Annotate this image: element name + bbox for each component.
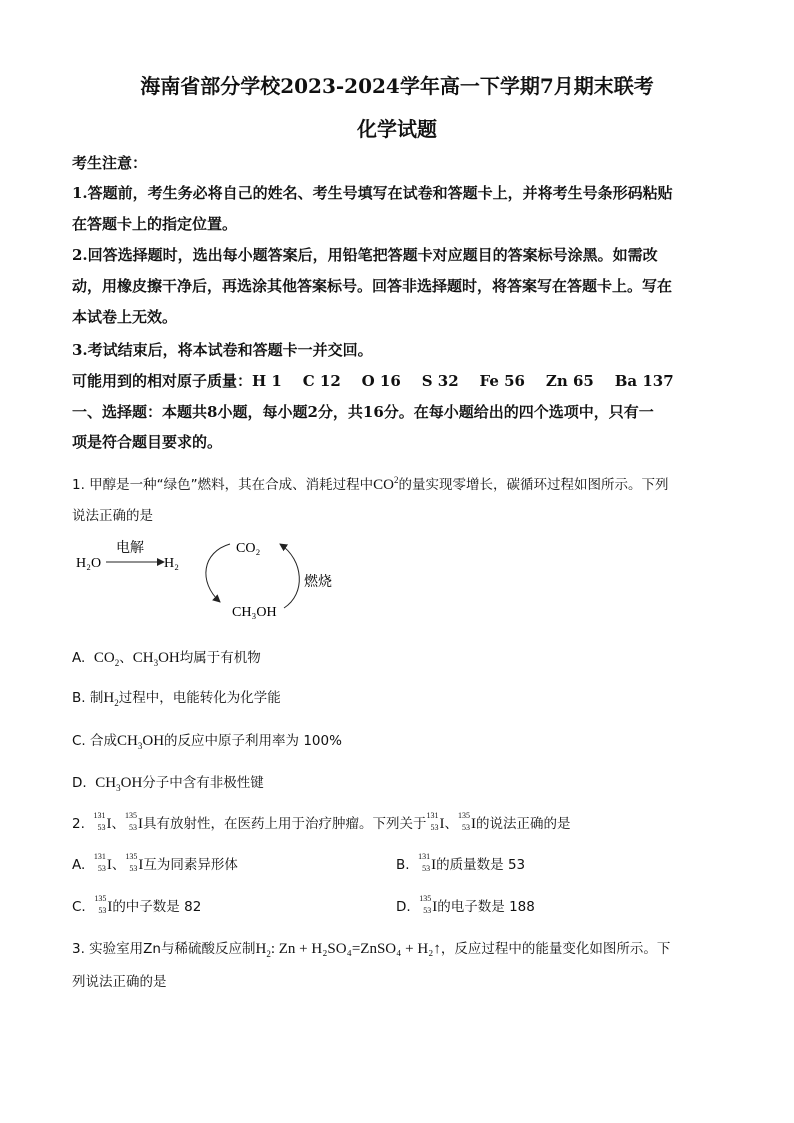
combustion-label: 燃烧 xyxy=(304,575,332,590)
co2-label: CO₂ xyxy=(236,541,261,556)
q1-stem-line1 xyxy=(72,473,669,494)
q2-option-b[interactable]: B. 131 53 I的质量数是 53 xyxy=(396,852,526,873)
section1-heading-line1: 一、选择题：本题共8小题，每小题2分，共16分。在每小题给出的四个选项中，只有一 xyxy=(72,403,654,421)
q2-option-c[interactable]: C. 135 53 I的中子数是 82 xyxy=(72,894,202,915)
q3-equation: : Zn + H₂SO₄=ZnSO₄ + H₂↑ xyxy=(270,941,441,957)
notice-item1-line2: 在答题卡上的指定位置。 xyxy=(72,215,238,233)
notice-item2-line2: 动，用橡皮擦干净后，再选涂其他答案标号。回答非选择题时，将答案写在答题卡上。写在 xyxy=(72,277,673,295)
exam-subtitle: 化学试题 xyxy=(357,117,437,141)
h2o-label: H₂O xyxy=(76,556,102,571)
q3-stem-line2: 列说法正确的是 xyxy=(72,974,167,990)
ch3oh-to-co2-arrow xyxy=(280,544,299,608)
q3-stem-line1: 3. 实验室用Zn与稀硫酸反应制$H_2$: Zn + H₂SO₄=ZnSO₄ + H₂↑，反应过程中的能量变化如图所示。下 xyxy=(72,941,671,959)
h2-label: H₂ xyxy=(164,556,179,571)
notice-heading: 考生注意： xyxy=(72,154,148,172)
notice-item2-line1: 2.回答选择题时，选出每小题答案后，用铅笔把答题卡对应题目的答案标号涂黑。如需改 xyxy=(72,246,658,264)
iodine-131-symbol: 131 53 xyxy=(93,811,106,832)
section1-heading-line2: 项是符合题目要求的。 xyxy=(72,433,223,451)
q3-h2: $H_2$ xyxy=(255,941,271,959)
q2-option-d[interactable]: D. 135 53 I的电子数是 188 xyxy=(396,894,535,915)
exam-title: 海南省部分学校2023-2024学年高一下学期7月期末联考 xyxy=(140,74,654,98)
notice-item2-line3: 本试卷上无效。 xyxy=(72,308,178,326)
iodine-135-symbol: 135 53 xyxy=(124,811,137,832)
q1-option-b[interactable]: B. 制$H_2$过程中，电能转化为化学能 xyxy=(72,690,281,708)
notice-item1-line1: 1.答题前，考生务必将自己的姓名、考生号填写在试卷和答题卡上，并将考生号条形码粘贴 xyxy=(72,184,673,202)
q1-option-a[interactable]: A. $CO_2$、$CH_3OH$均属于有机物 xyxy=(72,650,261,668)
q1-stem-part-a: 1. 甲醇是一种“绿色”燃料，其在合成、消耗过程中 xyxy=(72,477,374,493)
q1-stem-line2: 说法正确的是 xyxy=(72,508,153,524)
q1-stem-part-b: 的量实现零增长，碳循环过程如图所示。下列 xyxy=(398,477,669,493)
co2-to-ch3oh-arrow xyxy=(206,544,230,602)
ch3oh-label: CH₃OH xyxy=(232,605,277,620)
q1-option-c[interactable]: C. 合成$CH_3OH$的反应中原子利用率为 100% xyxy=(72,733,342,751)
q1-option-d[interactable]: D. $CH_3OH$分子中含有非极性键 xyxy=(72,775,264,793)
notice-item3: 3.考试结束后，将本试卷和答题卡一并交回。 xyxy=(72,341,373,359)
carbon-cycle-diagram xyxy=(70,534,360,626)
q1-stem-co2: $CO^2$ xyxy=(373,475,399,493)
atomic-masses: 可能用到的相对原子质量：H 1 C 12 O 16 S 32 Fe 56 Zn 65 Ba 137 xyxy=(72,372,674,390)
electrolysis-label: 电解 xyxy=(116,541,144,556)
q2-stem: 2. 131 53 I、 135 53 I具有放射性，在医药上用于治疗肿瘤。下列关于 131 53 I、 135 53 I的说法正确的是 xyxy=(72,811,571,832)
q2-option-a[interactable]: A. 131 53 I、 135 53 I互为同素异形体 xyxy=(72,852,238,873)
